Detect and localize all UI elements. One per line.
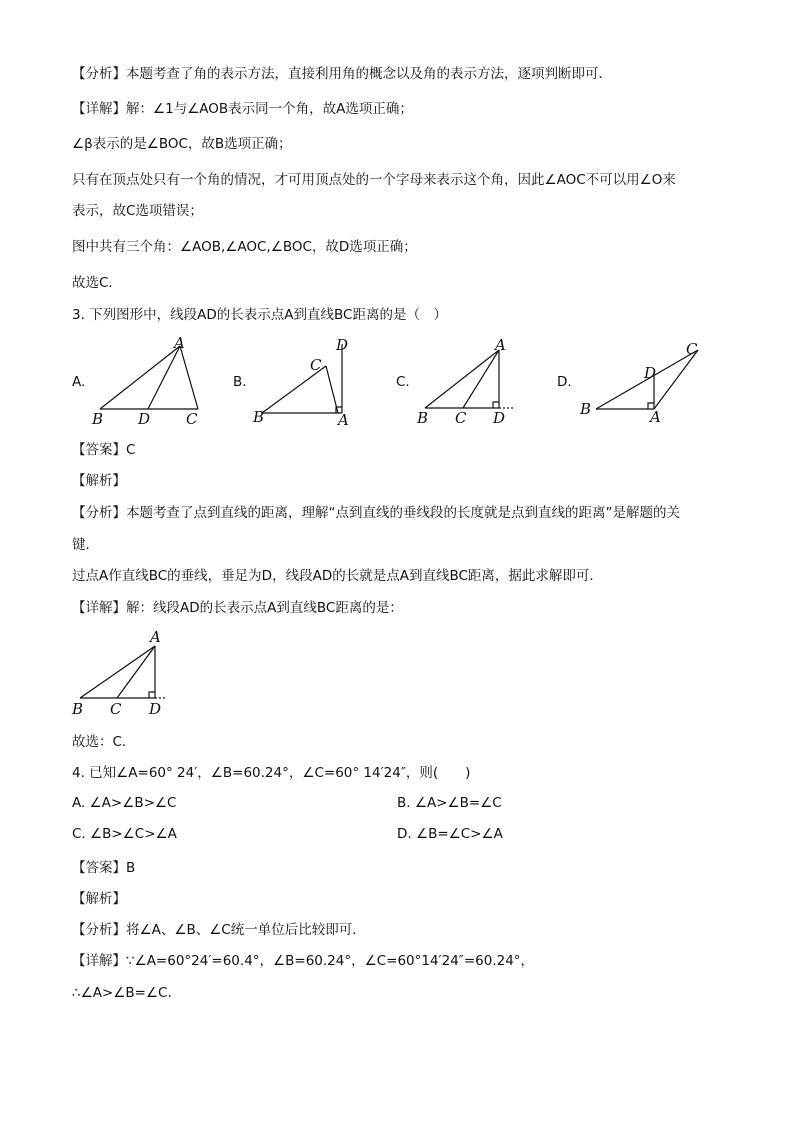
q4-option-a: A. ∠A>∠B>∠C — [72, 795, 177, 811]
line-detail-q2-2: ∠β表示的是∠BOC，故B选项正确； — [72, 136, 292, 152]
label-b: B — [92, 410, 104, 426]
label-a: A — [338, 411, 349, 426]
label-c: C — [186, 410, 198, 426]
label-c: C — [310, 356, 322, 374]
q3-figure-b — [250, 336, 360, 426]
line-analysis-q3-3: 过点A作直线BC的垂线，垂足为D，线段AD的长就是点A到直线BC距离，据此求解即可． — [72, 568, 603, 584]
label-b: B — [253, 408, 265, 426]
q3-figure-c — [413, 336, 543, 426]
label-b: B — [580, 400, 592, 418]
q3-option-c-label: C. — [396, 374, 410, 390]
q3-option-b-label: B. — [233, 374, 247, 390]
line-detail-q4-2: ∴∠A>∠B=∠C. — [72, 985, 172, 1001]
label-c: C — [110, 700, 122, 718]
line-choice-q3: 故选：C． — [72, 734, 136, 750]
line-analysis-q4: 【分析】将∠A、∠B、∠C统一单位后比较即可． — [72, 922, 366, 938]
label-c: C — [455, 409, 467, 426]
label-c: C — [686, 340, 698, 358]
question-4: 4. 已知∠A=60° 24′，∠B=60.24°，∠C=60° 14′24″，则( ) — [72, 765, 471, 781]
line-detail-q2-4: 表示，故C选项错误； — [72, 203, 203, 219]
label-a: A — [150, 628, 161, 646]
line-analysis-q3-1: 【分析】本题考查了点到直线的距离，理解“点到直线的垂线段的长度就是点到直线的距离”是解题的关 — [72, 505, 680, 521]
label-d: D — [149, 700, 162, 718]
q3-answer-figure — [70, 628, 180, 718]
label-a: A — [174, 336, 185, 352]
label-d: D — [493, 409, 506, 426]
answer-q4: 【答案】B — [72, 860, 136, 876]
q4-option-c: C. ∠B>∠C>∠A — [72, 826, 177, 842]
q4-option-d: D. ∠B=∠C>∠A — [397, 826, 503, 842]
explanation-heading-q3: 【解析】 — [72, 473, 126, 489]
q3-option-d-label: D. — [557, 374, 572, 390]
line-analysis-q2: 【分析】本题考查了角的表示方法，直接利用角的概念以及角的表示方法，逐项判断即可． — [72, 66, 612, 82]
label-a: A — [650, 408, 661, 426]
label-b: B — [417, 409, 429, 426]
line-detail-q2-1: 【详解】解：∠1与∠AOB表示同一个角，故A选项正确； — [72, 101, 413, 117]
q3-option-a-label: A. — [72, 374, 86, 390]
line-detail-q2-5: 图中共有三个角：∠AOB,∠AOC,∠BOC，故D选项正确； — [72, 239, 417, 255]
line-choice-q2: 故选C． — [72, 275, 122, 291]
line-detail-q4-1: 【详解】∵∠A=60°24′=60.4°，∠B=60.24°，∠C=60°14′24″=60.24°， — [72, 953, 535, 969]
line-analysis-q3-2: 键． — [72, 537, 99, 553]
label-a: A — [495, 336, 506, 354]
q3-figure-d — [574, 336, 714, 426]
label-d: D — [138, 410, 151, 426]
label-b: B — [72, 700, 84, 718]
question-3: 3. 下列图形中，线段AD的长表示点A到直线BC距离的是（ ） — [72, 307, 447, 323]
q3-figure-a — [88, 336, 228, 426]
label-d: D — [336, 336, 349, 354]
line-detail-q3: 【详解】解：线段AD的长表示点A到直线BC距离的是： — [72, 600, 403, 616]
line-detail-q2-3: 只有在顶点处只有一个角的情况，才可用顶点处的一个字母来表示这个角，因此∠AOC不可以用∠O来 — [72, 172, 676, 188]
answer-q3: 【答案】C — [72, 442, 136, 458]
label-d: D — [644, 364, 657, 382]
q4-option-b: B. ∠A>∠B=∠C — [397, 795, 502, 811]
explanation-heading-q4: 【解析】 — [72, 891, 126, 907]
